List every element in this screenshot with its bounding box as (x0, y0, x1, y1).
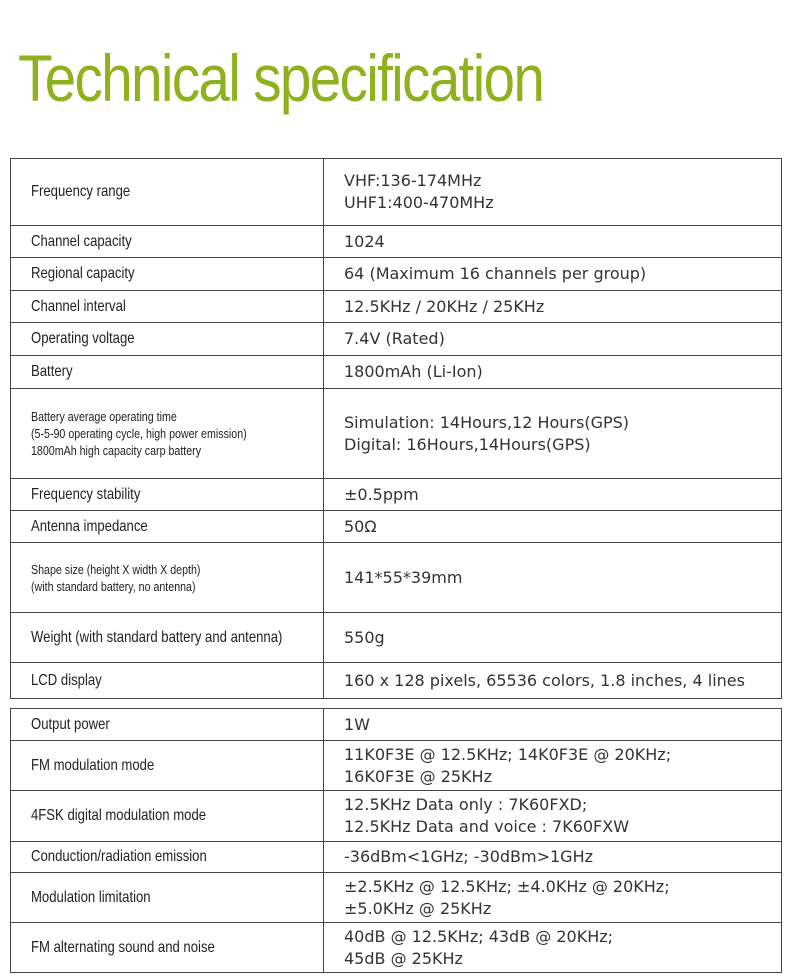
spec-value-line: 141*55*39mm (344, 567, 463, 587)
spec-value (324, 791, 782, 842)
spec-row (11, 226, 782, 258)
spec-label (11, 873, 324, 923)
spec-label-text: Operating voltage (31, 330, 135, 347)
spec-label-text: Output power (31, 715, 110, 733)
spec-label-line: 1800mAh high capacity carp battery (31, 443, 202, 458)
spec-value-line: -36dBm<1GHz; -30dBm>1GHz (344, 847, 594, 866)
spec-value-line: 12.5KHz / 20KHz / 25KHz (344, 296, 545, 316)
spec-row (11, 511, 782, 543)
spec-value (324, 663, 782, 699)
spec-value-line: 50Ω (344, 516, 377, 536)
spec-label (11, 479, 324, 511)
spec-label-text: Frequency stability (31, 485, 141, 503)
spec-value-line: 16K0F3E @ 25KHz (344, 766, 492, 786)
spec-value-line: 45dB @ 25KHz (344, 948, 463, 968)
spec-label-text: FM alternating sound and noise (31, 938, 215, 956)
spec-label-text: Regional capacity (31, 265, 135, 282)
spec-value (324, 258, 782, 291)
spec-value-line: Simulation: 14Hours,12 Hours(GPS) (344, 412, 630, 432)
spec-value-line: ±0.5ppm (344, 484, 419, 504)
spec-value (324, 613, 782, 663)
spec-value-line: 64 (Maximum 16 channels per group) (344, 264, 647, 283)
spec-label (11, 791, 324, 842)
spec-row (11, 356, 782, 389)
spec-row (11, 873, 782, 923)
spec-value (324, 873, 782, 923)
spec-label-line: (5-5-90 operating cycle, high power emission) (31, 426, 247, 441)
spec-value (324, 389, 782, 479)
spec-value-line: ±2.5KHz @ 12.5KHz; ±4.0KHz @ 20KHz; (344, 876, 670, 896)
spec-row (11, 291, 782, 323)
spec-value (324, 543, 782, 613)
spec-value-line: 12.5KHz Data and voice : 7K60FXW (344, 817, 630, 836)
spec-label-line: Battery average operating time (31, 409, 177, 424)
spec-value-line: 40dB @ 12.5KHz; 43dB @ 20KHz; (344, 926, 614, 946)
spec-row (11, 613, 782, 663)
spec-row (11, 323, 782, 356)
spec-label-text: Frequency range (31, 183, 131, 200)
spec-value-line: 11K0F3E @ 12.5KHz; 14K0F3E @ 20KHz; (344, 744, 672, 764)
spec-label-text: Antenna impedance (31, 517, 148, 535)
spec-label (11, 356, 324, 389)
spec-label (11, 226, 324, 258)
spec-value (324, 709, 782, 741)
spec-row (11, 543, 782, 613)
spec-value-line: UHF1:400-470MHz (344, 193, 494, 212)
spec-label (11, 741, 324, 791)
spec-label-text: Battery (31, 363, 73, 380)
spec-value-line: 1W (344, 714, 370, 734)
spec-value-line: 7.4V (Rated) (344, 329, 445, 348)
spec-label-text: FM modulation mode (31, 756, 155, 774)
spec-label (11, 663, 324, 699)
spec-value (324, 741, 782, 791)
spec-row (11, 791, 782, 842)
spec-value (324, 159, 782, 226)
spec-label (11, 709, 324, 741)
spec-label-text: Channel interval (31, 297, 126, 315)
spec-label (11, 842, 324, 873)
spec-value (324, 291, 782, 323)
spec-value-line: 550g (344, 627, 385, 647)
spec-label (11, 159, 324, 226)
spec-value (324, 511, 782, 543)
spec-row (11, 741, 782, 791)
spec-value (324, 356, 782, 389)
spec-table-general (10, 158, 782, 699)
spec-label-text: Modulation limitation (31, 888, 151, 906)
spec-value-line: 160 x 128 pixels, 65536 colors, 1.8 inches, 4 lines (344, 670, 745, 690)
spec-value (324, 842, 782, 873)
page-title: Technical specification (18, 41, 544, 115)
spec-label (11, 511, 324, 543)
spec-label (11, 323, 324, 356)
spec-row (11, 709, 782, 741)
spec-label-text: Weight (with standard battery and antenna) (31, 628, 283, 646)
spec-label (11, 543, 324, 613)
spec-label-text: Conduction/radiation emission (31, 848, 207, 865)
spec-value (324, 923, 782, 973)
spec-row (11, 479, 782, 511)
spec-label (11, 923, 324, 973)
spec-value-line: ±5.0KHz @ 25KHz (344, 898, 492, 918)
spec-label-line: (with standard battery, no antenna) (31, 578, 196, 594)
spec-label (11, 613, 324, 663)
spec-value-line: 1024 (344, 231, 385, 251)
spec-label (11, 258, 324, 291)
spec-value (324, 323, 782, 356)
spec-label-line: Shape size (height X width X depth) (31, 561, 201, 577)
spec-value-line: 1800mAh (Li-Ion) (344, 362, 483, 381)
spec-label-text: LCD display (31, 671, 102, 689)
spec-row (11, 258, 782, 291)
spec-value-line: 12.5KHz Data only : 7K60FXD; (344, 795, 588, 814)
spec-row (11, 663, 782, 699)
spec-label-text: 4FSK digital modulation mode (31, 807, 207, 824)
spec-value-line: Digital: 16Hours,14Hours(GPS) (344, 434, 591, 454)
spec-row (11, 842, 782, 873)
spec-label (11, 389, 324, 479)
spec-value (324, 226, 782, 258)
spec-table-rf (10, 708, 782, 973)
spec-label (11, 291, 324, 323)
spec-value-line: VHF:136-174MHz (344, 171, 482, 190)
spec-row (11, 923, 782, 973)
spec-label-text: Channel capacity (31, 232, 132, 250)
spec-row (11, 389, 782, 479)
spec-value (324, 479, 782, 511)
spec-row (11, 159, 782, 226)
